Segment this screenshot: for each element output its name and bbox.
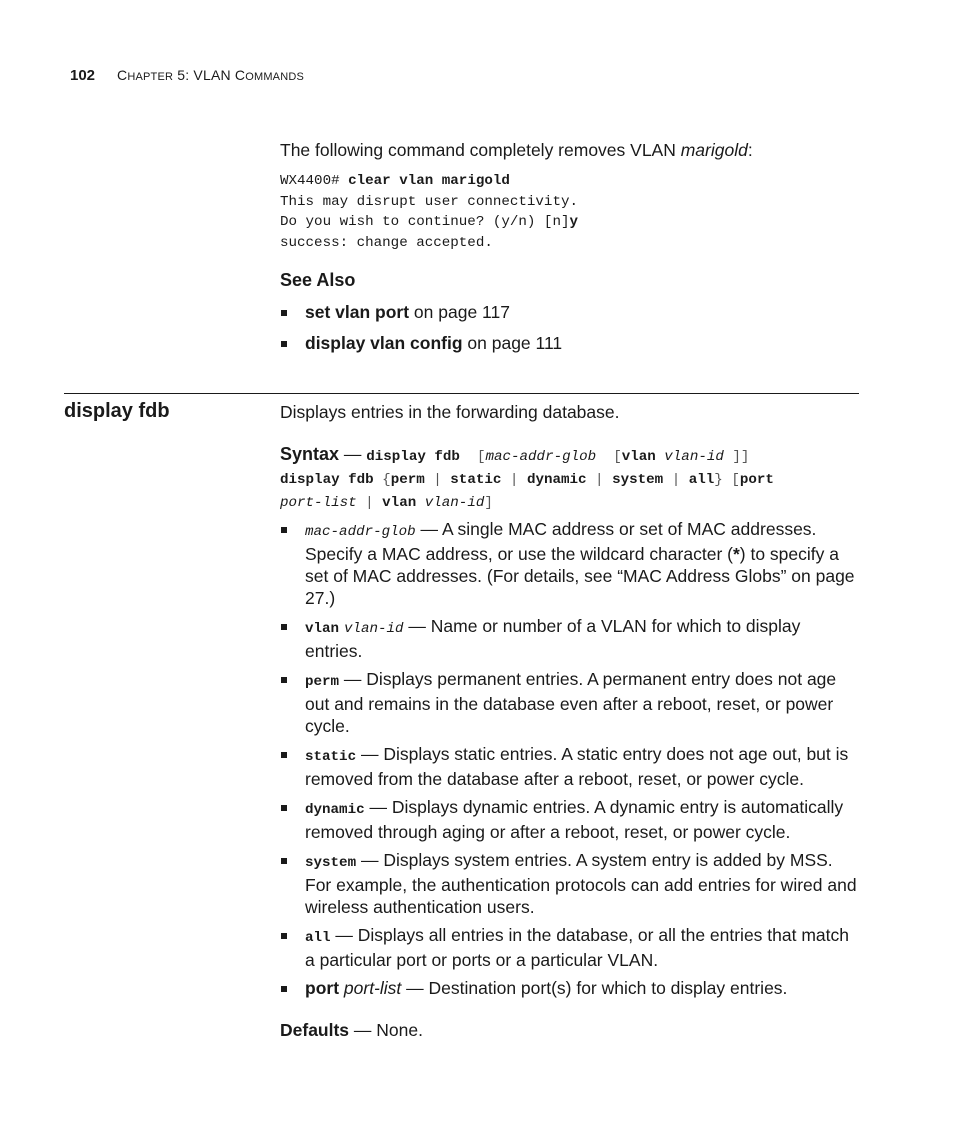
param-all: all — Displays all entries in the database, or all the entries that match a particular port or ports or a particular VLAN. <box>305 925 850 970</box>
bullet-icon <box>281 527 287 533</box>
see-also-link-set-vlan-port[interactable]: set vlan port on page 117 <box>305 302 510 322</box>
see-also-link-display-vlan-config[interactable]: display vlan config on page 111 <box>305 333 563 353</box>
chapter-title: CHAPTER 5: VLAN COMMANDS <box>117 67 305 83</box>
page-number: 102 <box>70 67 96 84</box>
defaults: Defaults — None. <box>280 1020 423 1040</box>
code-example: WX4400# clear vlan marigold This may disrupt user connectivity. Do you wish to continue? (y/n) [n]y success: change accepted. <box>280 173 578 251</box>
param-perm: perm — Displays permanent entries. A permanent entry does not age out and remains in the database even after a reboot, reset, or power cycle. <box>305 669 837 736</box>
bullet-icon <box>281 341 287 347</box>
bullet-icon <box>281 805 287 811</box>
param-vlan: vlan vlan-id — Name or number of a VLAN for which to display entries. <box>305 616 801 661</box>
bullet-icon <box>281 624 287 630</box>
bullet-icon <box>281 310 287 316</box>
param-port: port port-list — Destination port(s) for which to display entries. <box>305 978 788 998</box>
see-also-heading: See Also <box>280 270 356 290</box>
section-title: display fdb <box>64 400 170 422</box>
bullet-icon <box>281 933 287 939</box>
vlan-name: marigold <box>680 140 748 160</box>
section-divider <box>64 393 859 394</box>
param-mac-addr-glob: mac-addr-glob — A single MAC address or set of MAC addresses. Specify a MAC address, or use the wildcard character (*) to specify a set of MAC addresses. (For details, see “MAC Address Globs” on page 27.) <box>305 519 855 608</box>
bullet-icon <box>281 677 287 683</box>
param-system: system — Displays system entries. A system entry is added by MSS. For example, the authentication protocols can add entries for wired and wireless authentication users. <box>305 850 857 917</box>
param-static: static — Displays static entries. A static entry does not age out, but is removed from the database after a reboot, reset, or power cycle. <box>305 744 849 789</box>
bullet-icon <box>281 986 287 992</box>
bullet-icon <box>281 858 287 864</box>
running-header <box>70 67 304 84</box>
syntax-block: Syntax — display fdb [mac-addr-glob [vlan vlan-id ]] display fdb {perm | static | dynamic | system | all} [port port-list | vlan vlan-id] <box>280 444 774 511</box>
section-description: Displays entries in the forwarding database. <box>280 402 620 422</box>
intro-paragraph: The following command completely removes VLAN marigold: <box>280 140 753 160</box>
bullet-icon <box>281 752 287 758</box>
syntax-label: Syntax <box>280 444 340 464</box>
param-dynamic: dynamic — Displays dynamic entries. A dynamic entry is automatically removed through aging or after a reboot, reset, or power cycle. <box>305 797 844 842</box>
